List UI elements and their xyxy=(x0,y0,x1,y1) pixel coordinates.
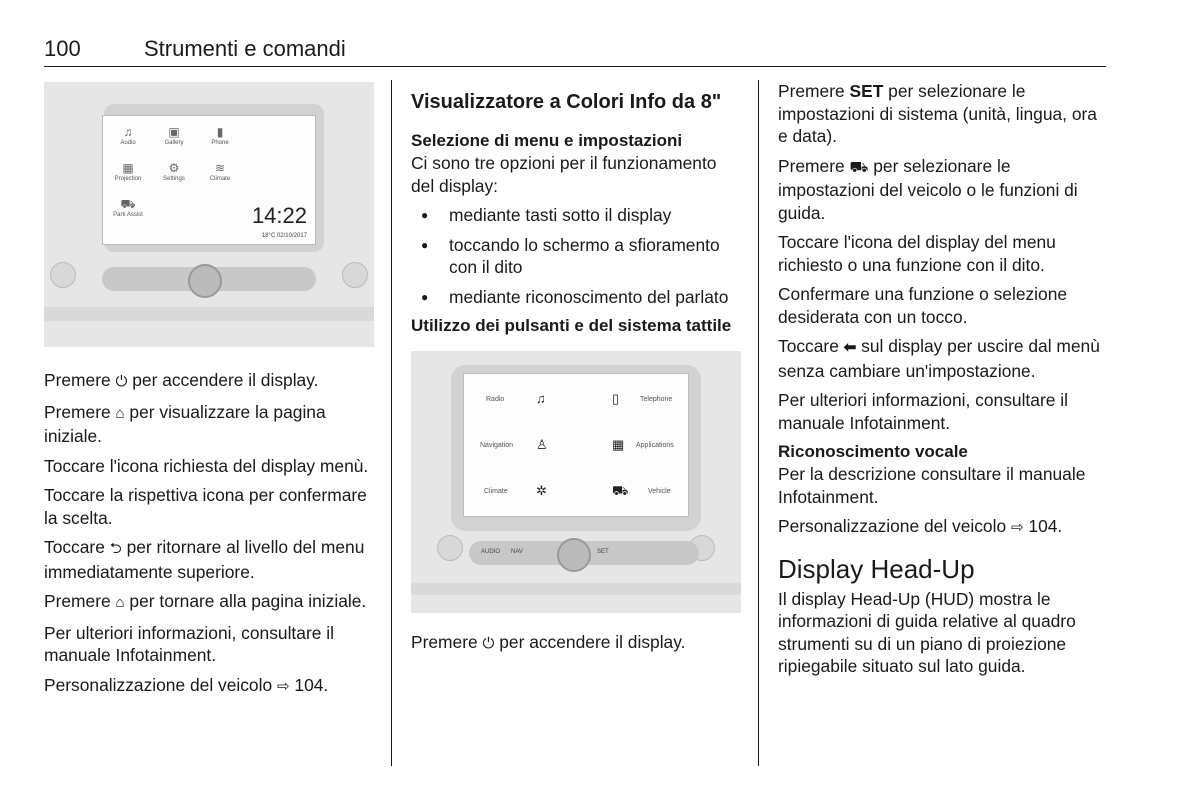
audio-button-label: AUDIO xyxy=(481,549,501,555)
menu-label-applications: Applications xyxy=(636,442,674,449)
reference-arrow-icon: ⇨ xyxy=(1010,519,1024,536)
app-label: Climate xyxy=(209,176,231,182)
music-icon: ♫ xyxy=(536,391,546,406)
column-right xyxy=(778,80,1108,685)
navigation-icon: ♙ xyxy=(536,437,548,452)
hazard-button xyxy=(50,262,76,288)
column-left xyxy=(44,80,374,705)
subheading-menu: Selezione di menu e impostazioni xyxy=(411,131,683,150)
vehicle-icon: ⛟ xyxy=(612,483,629,498)
para-home: Premere ⌂ per visualizzare la pagina iniziale. xyxy=(44,401,326,446)
options-list xyxy=(411,204,741,308)
para-cross-ref: Personalizzazione del veicolo ⇨ 104. xyxy=(778,515,1108,540)
list-item: ● mediante tasti sotto il display xyxy=(411,204,741,227)
car-icon: ⛟ xyxy=(849,158,869,176)
subheading-voice: Riconoscimento vocale xyxy=(778,442,968,461)
app-label: Audio xyxy=(120,140,136,146)
para-touch-icon: Toccare l'icona richiesta del display menù. xyxy=(44,455,369,476)
infotainment-8in-figure xyxy=(411,351,741,613)
para-confirm: Toccare la rispettiva icona per confermare la scelta. xyxy=(44,485,367,528)
section-title: Strumenti e comandi xyxy=(144,36,346,61)
power-icon: ⏻ xyxy=(482,635,495,652)
para-cross-ref: Personalizzazione del veicolo ⇨ 104. xyxy=(44,674,374,699)
nav-button-label: NAV xyxy=(511,549,523,555)
app-climate xyxy=(201,160,239,182)
section-heading-hud: Display Head-Up xyxy=(778,553,975,584)
para-home-return: Premere ⌂ per tornare alla pagina iniziale. xyxy=(44,590,374,615)
power-icon: ⏻ xyxy=(115,373,128,390)
infotainment-7in-figure xyxy=(44,82,374,347)
menu-label-vehicle: Vehicle xyxy=(648,488,671,495)
projection-icon: ▦ xyxy=(122,161,134,175)
climate-icon: ✲ xyxy=(536,483,547,498)
back-icon: ⮌ xyxy=(109,540,122,557)
music-icon: ♫ xyxy=(123,125,133,139)
power-knob xyxy=(188,264,222,298)
subheading-buttons: Utilizzo dei pulsanti e del sistema tattile xyxy=(411,316,732,335)
app-gallery xyxy=(155,124,193,146)
menu-label-telephone: Telephone xyxy=(640,396,673,403)
clock-display: 14:22 xyxy=(251,203,307,228)
section-heading: Visualizzatore a Colori Info da 8" xyxy=(411,91,722,113)
para-voice: Per la descrizione consultare il manuale Infotainment. xyxy=(778,464,1086,507)
temperature-date: 18°C 02/10/2017 xyxy=(261,233,307,239)
column-divider xyxy=(391,80,392,766)
app-audio xyxy=(109,124,147,146)
app-label: Projection xyxy=(114,176,142,182)
list-item: ● mediante riconoscimento del parlato xyxy=(411,286,741,309)
para-back: Toccare ⮌ per ritornare al livello del menu immediatamente superiore. xyxy=(44,537,365,582)
touch-screen xyxy=(102,115,316,245)
app-projection xyxy=(109,160,147,182)
para-confirm-touch: Confermare una funzione o selezione desiderata con un tocco. xyxy=(778,284,1068,327)
menu-label-radio: Radio xyxy=(486,396,505,403)
gear-icon: ⚙ xyxy=(168,161,180,175)
app-phone xyxy=(201,124,239,146)
para-power: Premere ⏻ per accendere il display. xyxy=(411,631,741,656)
para-vehicle-settings: Premere ⛟ per selezionare le impostazioni del veicolo o le funzioni di guida. xyxy=(778,155,1078,223)
side-button xyxy=(342,262,368,288)
home-icon: ⌂ xyxy=(115,594,125,611)
para-set: Premere SET per selezionare le impostazioni di sistema (unità, lingua, ora e data). xyxy=(778,81,1097,146)
para-power: Premere ⏻ per accendere il display. xyxy=(44,369,374,394)
applications-icon: ▦ xyxy=(612,437,625,452)
app-park-assist xyxy=(109,196,147,218)
arrow-left-icon: ⬅ xyxy=(843,339,857,356)
app-label: Settings xyxy=(163,176,185,182)
page-number: 100 xyxy=(44,36,81,61)
menu-label-climate: Climate xyxy=(484,488,508,495)
para-hud: Il display Head-Up (HUD) mostra le informazioni di guida relative al quadro strumenti su di un piano di proiezione ripiegabile situato sul lato guida. xyxy=(778,588,1076,676)
touch-screen xyxy=(463,373,689,517)
phone-icon: ▯ xyxy=(612,391,620,406)
para-exit-menu: Toccare ⬅ sul display per uscire dal menù senza cambiare un'impostazione. xyxy=(778,336,1100,381)
park-assist-icon: ⛟ xyxy=(120,197,136,211)
climate-icon: ≋ xyxy=(214,161,226,175)
phone-icon: ▮ xyxy=(216,125,224,139)
para-more-info: Per ulteriori informazioni, consultare il manuale Infotainment. xyxy=(778,390,1068,433)
app-settings xyxy=(155,160,193,182)
reference-arrow-icon: ⇨ xyxy=(276,677,290,695)
app-label: Park Assist xyxy=(113,212,143,218)
column-divider xyxy=(758,80,759,766)
para-intro: Ci sono tre opzioni per il funzionamento del display: xyxy=(411,153,717,196)
para-touch-menu: Toccare l'icona del display del menu richiesto o una funzione con il dito. xyxy=(778,232,1056,275)
hazard-button xyxy=(437,535,463,561)
menu-label-navigation: Navigation xyxy=(480,442,514,449)
para-more-info: Per ulteriori informazioni, consultare il manuale Infotainment. xyxy=(44,622,334,665)
dash-trim xyxy=(411,583,741,595)
gallery-icon: ▣ xyxy=(168,125,180,139)
app-label: Gallery xyxy=(164,140,184,146)
power-knob xyxy=(557,538,591,572)
column-middle xyxy=(411,80,741,663)
set-button-label: SET xyxy=(597,549,609,555)
list-item: ● toccando lo schermo a sfioramento con il dito xyxy=(411,234,741,279)
page-header xyxy=(44,36,1106,67)
dash-trim xyxy=(44,307,374,321)
home-icon: ⌂ xyxy=(115,404,125,422)
app-label: Phone xyxy=(211,140,229,146)
